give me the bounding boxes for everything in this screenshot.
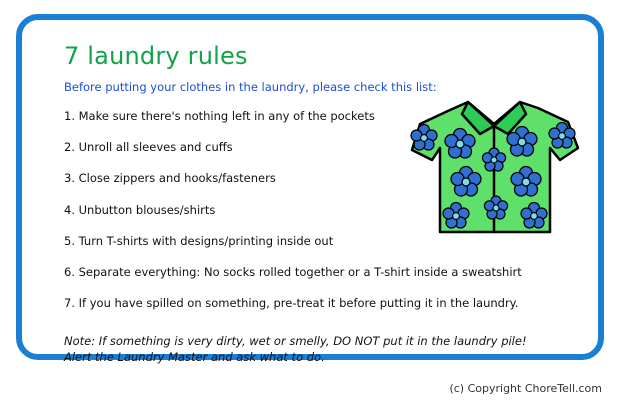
- list-item: 4. Unbutton blouses/shirts: [64, 202, 216, 217]
- list-item: 2. Unroll all sleeves and cuffs: [64, 140, 233, 155]
- page-title: 7 laundry rules: [64, 42, 248, 70]
- subtitle: Before putting your clothes in the laundry, please check this list:: [64, 80, 437, 94]
- list-item: 7. If you have spilled on something, pre-treat it before putting it in the laundry.: [64, 296, 519, 311]
- copyright-text: (c) Copyright ChoreTell.com: [449, 382, 602, 395]
- list-item: 1. Make sure there's nothing left in any of the pockets: [64, 109, 375, 123]
- note-text: Note: If something is very dirty, wet or smelly, DO NOT put it in the laundry pile! Alert the Laundry Master and ask what to do.: [64, 333, 527, 365]
- list-item: 6. Separate everything: No socks rolled together or a T-shirt inside a sweatshirt: [64, 265, 522, 280]
- list-item: 5. Turn T-shirts with designs/printing inside out: [64, 233, 334, 248]
- hawaiian-shirt-icon: [410, 90, 580, 250]
- list-item: 3. Close zippers and hooks/fasteners: [64, 171, 276, 186]
- laundry-rules-card: [16, 14, 604, 365]
- card-content: [22, 20, 598, 365]
